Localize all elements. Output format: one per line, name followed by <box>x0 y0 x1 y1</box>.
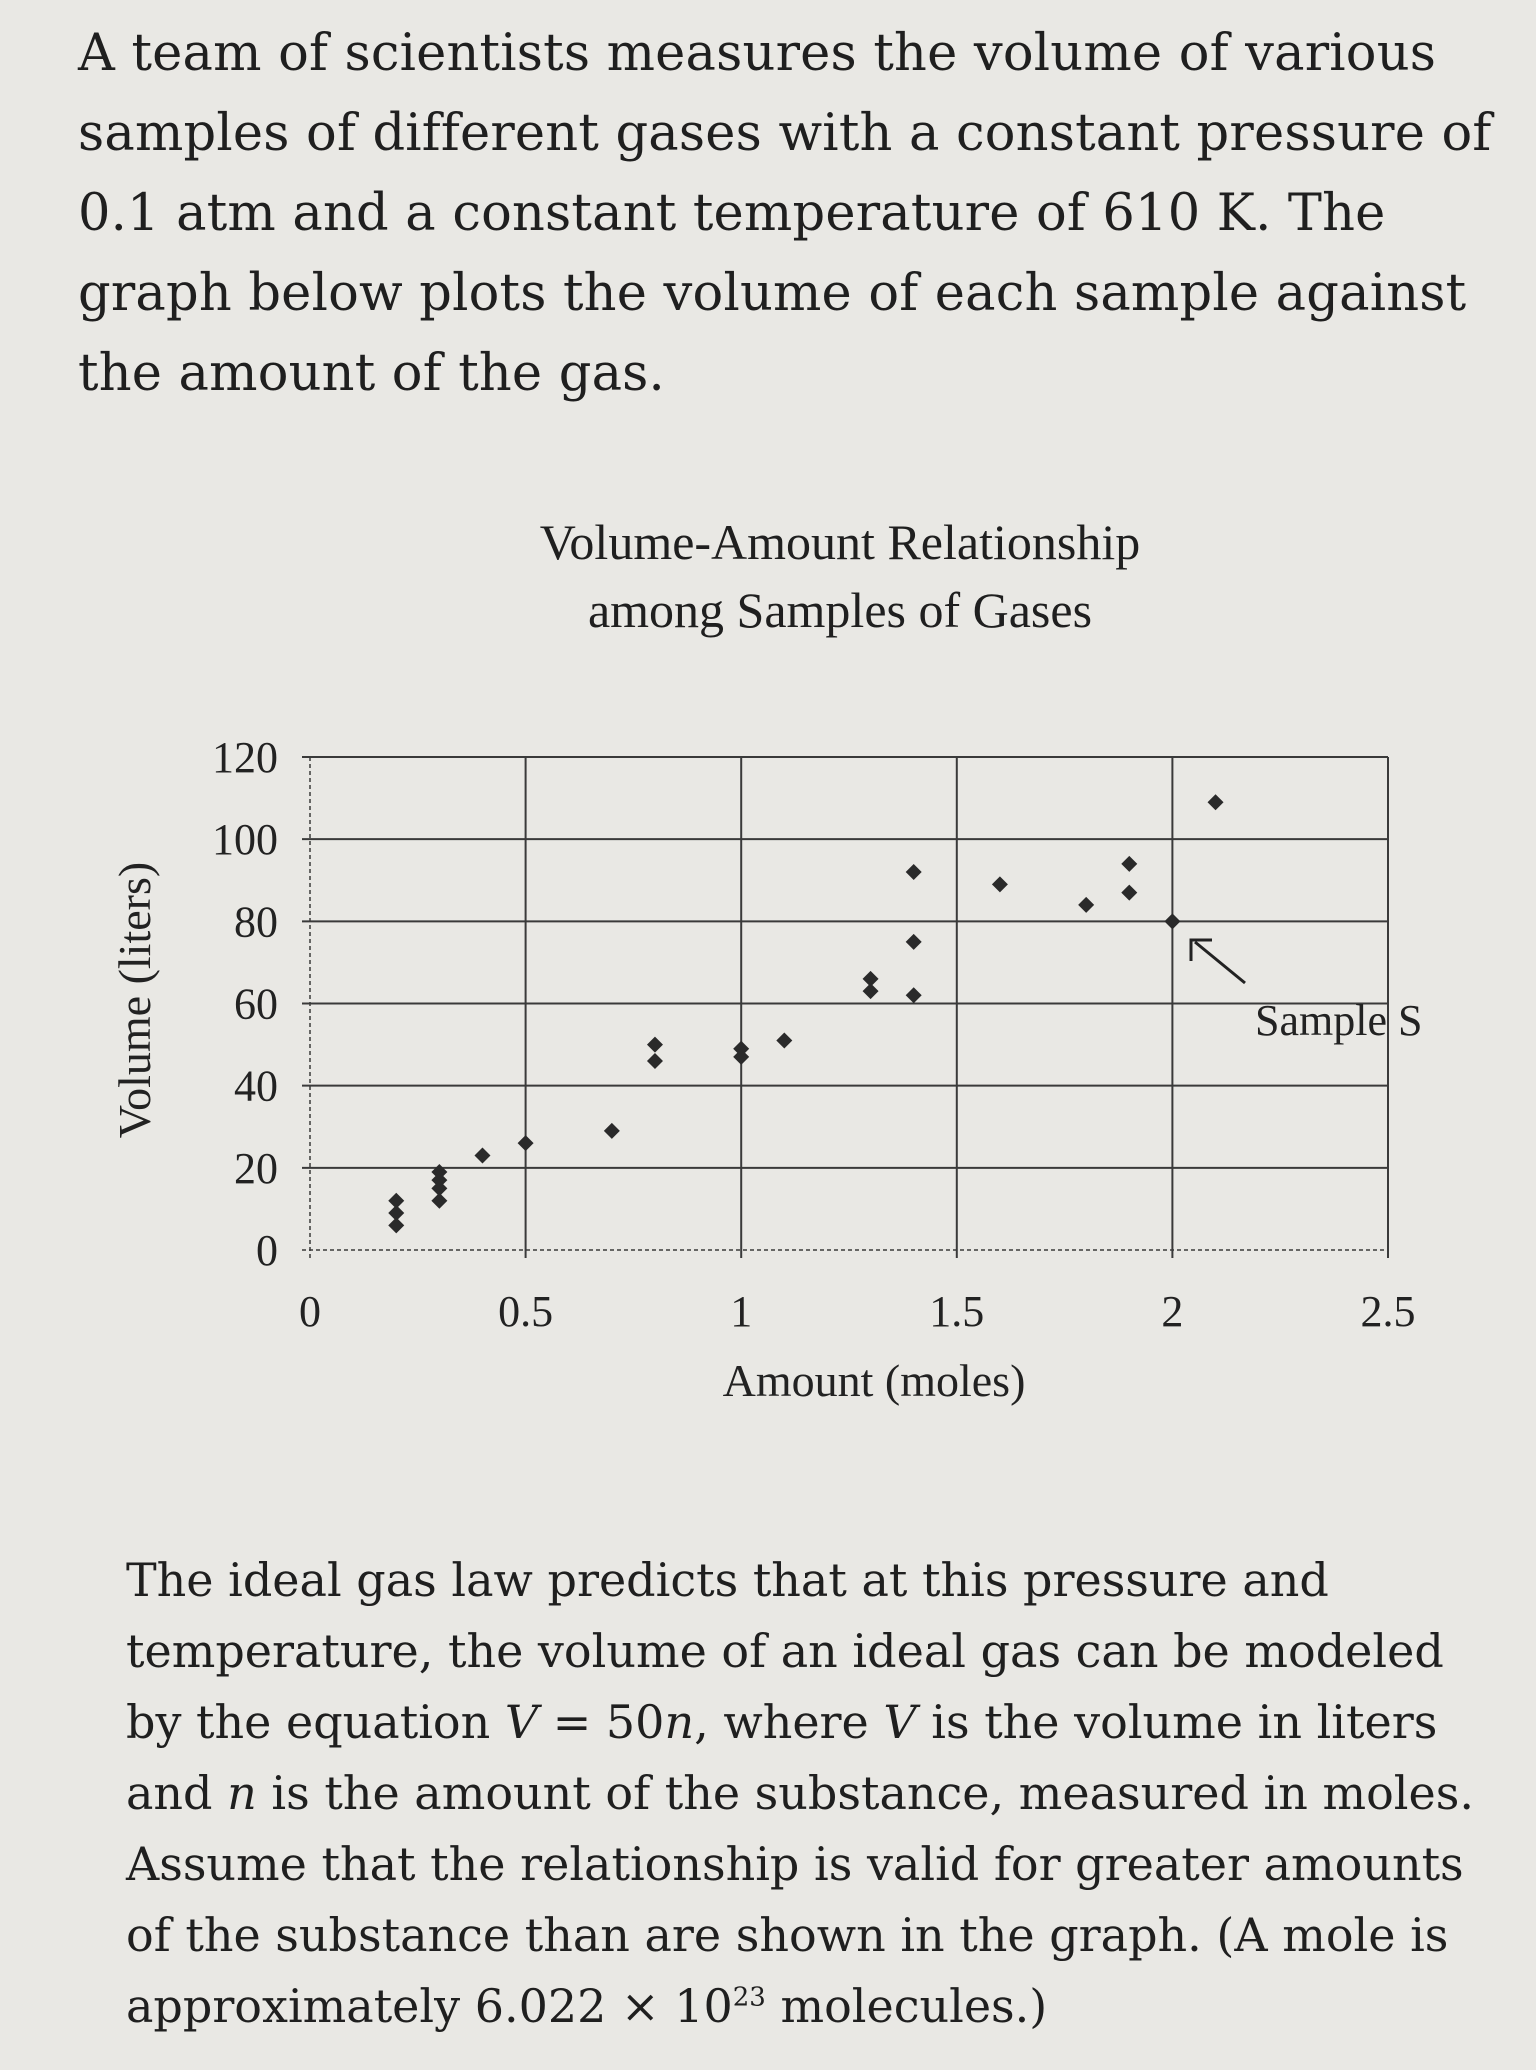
data-point <box>604 1123 620 1139</box>
intro-paragraph: A team of scientists measures the volume of various samples of different gases with a constant pressure of 0.1 atm and a constant temperature of 610 K. The graph below plots the volume of each sample against the amount of the gas. <box>78 24 1492 403</box>
equation-variable-v: V <box>504 1695 539 1749</box>
data-point <box>647 1053 663 1069</box>
outro-text-3: is the volume in liters and <box>126 1695 1438 1820</box>
data-point <box>776 1032 792 1048</box>
y-tick-label: 100 <box>212 815 278 865</box>
y-tick-label: 80 <box>234 897 278 947</box>
y-tick-label: 60 <box>234 979 278 1029</box>
equation-middle: = 50 <box>538 1695 665 1749</box>
data-point <box>906 934 922 950</box>
y-tick-label: 40 <box>234 1061 278 1111</box>
exponent: 23 <box>732 1982 766 2013</box>
x-tick-label: 2 <box>1161 1287 1184 1336</box>
data-point <box>388 1217 404 1233</box>
y-tick-label: 20 <box>234 1143 278 1193</box>
outro-text-1: The ideal gas law predicts that at this pressure and temperature, the volume of an ideal gas can be modeled by the equation <box>126 1553 1444 1749</box>
y-tick-label: 120 <box>212 733 278 782</box>
data-point <box>992 876 1008 892</box>
x-tick-label: 0 <box>299 1287 321 1336</box>
data-point <box>906 987 922 1003</box>
annotation-label: Sample S <box>1255 996 1423 1045</box>
data-point <box>1121 885 1137 901</box>
equation-variable-n: n <box>664 1695 695 1749</box>
grid-layer <box>302 757 1388 1258</box>
x-tick-label: 1.5 <box>929 1287 985 1336</box>
data-point <box>906 864 922 880</box>
chart-title-line-1: Volume-Amount Relationship <box>539 514 1141 570</box>
ideal-gas-paragraph <box>126 1545 1496 2042</box>
x-axis-label: Amount (moles) <box>722 1355 1026 1406</box>
data-point <box>474 1148 490 1164</box>
data-point <box>1121 856 1137 872</box>
tick-label-layer <box>212 733 1416 1336</box>
outro-text-4: is the amount of the substance, measured in moles. Assume that the relationship is valid for greater amounts of the substance than are shown in the graph. (A mole is approximately 6.022 × 10 <box>126 1766 1474 2033</box>
y-axis-label: Volume (liters) <box>109 861 160 1139</box>
outro-text-5: molecules.) <box>765 1979 1048 2033</box>
data-point <box>1208 794 1224 810</box>
x-tick-label: 1 <box>730 1287 753 1336</box>
outro-text-2: , where <box>694 1695 884 1749</box>
data-point <box>647 1037 663 1053</box>
variable-n: n <box>227 1766 257 1820</box>
data-point <box>518 1135 534 1151</box>
data-point <box>1164 913 1180 929</box>
chart-title-line-2: among Samples of Gases <box>587 582 1093 638</box>
data-point <box>1078 897 1094 913</box>
data-point <box>863 983 879 999</box>
data-point <box>733 1049 749 1065</box>
variable-v: V <box>883 1695 917 1749</box>
annotation-arrow-shaft <box>1195 942 1245 983</box>
data-point <box>431 1193 447 1209</box>
y-tick-label: 0 <box>256 1226 278 1275</box>
x-tick-label: 0.5 <box>498 1287 554 1336</box>
x-tick-label: 2.5 <box>1360 1287 1416 1336</box>
